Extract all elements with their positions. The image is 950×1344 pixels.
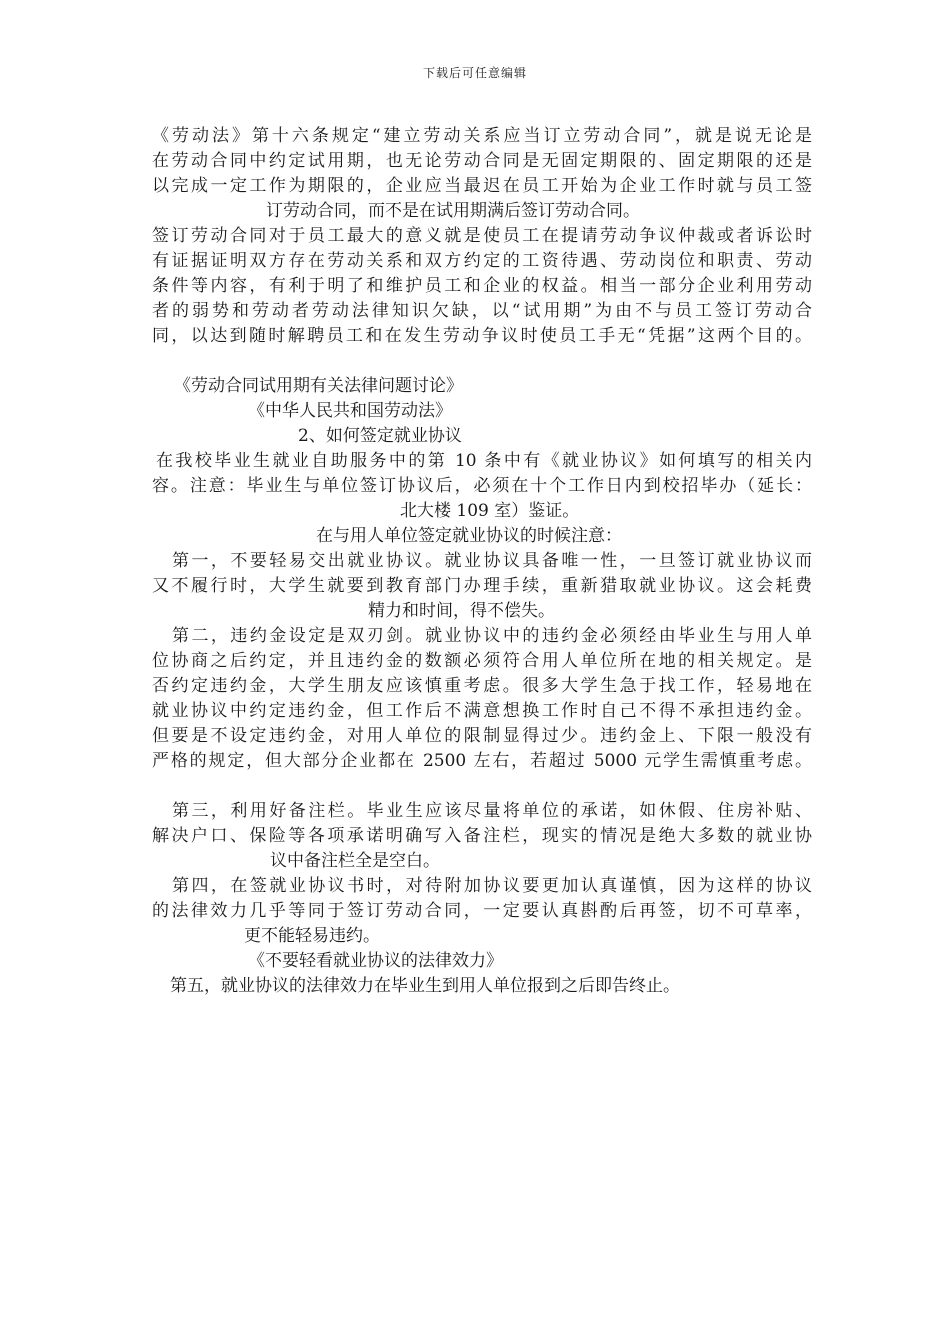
document-body: [152, 124, 812, 999]
text-line: 在我校毕业生就业自助服务中的第 10 条中有《就业协议》如何填写的相关内: [156, 451, 812, 471]
text-line: 第二，违约金设定是双刃剑。就业协议中的违约金必须经由毕业生与用人单: [172, 626, 812, 646]
text-line: 签订劳动合同对于员工最大的意义就是使员工在提请劳动争议仲裁或者诉讼时: [152, 226, 812, 246]
text-line: 《劳动法》第十六条规定“建立劳动关系应当订立劳动合同”，就是说无论是: [152, 126, 812, 146]
text-line: 条件等内容，有利于明了和维护员工和企业的权益。相当一部分企业利用劳动: [152, 276, 812, 296]
text-line: 《中华人民共和国劳动法》: [248, 401, 452, 421]
text-line: 2、如何签定就业协议: [298, 426, 462, 446]
text-line: 第三，利用好备注栏。毕业生应该尽量将单位的承诺，如休假、住房补贴、: [172, 801, 812, 821]
text-line: 同，以达到随时解聘员工和在发生劳动争议时使员工手无“凭据”这两个目的。: [152, 326, 812, 346]
text-line: 在与用人单位签定就业协议的时候注意：: [316, 526, 622, 546]
text-line: 精力和时间，得不偿失。: [368, 601, 555, 621]
text-line: 议中备注栏全是空白。: [270, 851, 440, 871]
text-line: 解决户口、保险等各项承诺明确写入备注栏，现实的情况是绝大多数的就业协: [152, 826, 812, 846]
text-line: 又不履行时，大学生就要到教育部门办理手续，重新猎取就业协议。这会耗费: [152, 576, 812, 596]
text-line: 第四，在签就业协议书时，对待附加协议要更加认真谨慎，因为这样的协议: [172, 876, 812, 896]
page-header: 下载后可任意编辑: [422, 66, 527, 80]
text-line: 北大楼 109 室）鉴证。: [400, 501, 580, 521]
text-line: 第一，不要轻易交出就业协议。就业协议具备唯一性，一旦签订就业协议而: [172, 551, 812, 571]
text-line: 就业协议中约定违约金，但工作后不满意想换工作时自己不得不承担违约金。: [152, 701, 812, 721]
text-line: 的法律效力几乎等同于签订劳动合同，一定要认真斟酌后再签，切不可草率，: [152, 901, 812, 921]
text-line: 在劳动合同中约定试用期，也无论劳动合同是无固定期限的、固定期限的还是: [152, 151, 812, 171]
text-line: 有证据证明双方存在劳动关系和双方约定的工资待遇、劳动岗位和职责、劳动: [152, 251, 812, 271]
text-line: 否约定违约金，大学生朋友应该慎重考虑。很多大学生急于找工作，轻易地在: [152, 676, 812, 696]
text-line: 者的弱势和劳动者劳动法律知识欠缺，以“试用期”为由不与员工签订劳动合: [152, 301, 812, 321]
text-line: 严格的规定，但大部分企业都在 2500 左右，若超过 5000 元学生需慎重考虑。: [152, 751, 812, 771]
text-line: 第五，就业协议的法律效力在毕业生到用人单位报到之后即告终止。: [170, 976, 680, 996]
text-line: 《劳动合同试用期有关法律问题讨论》: [174, 376, 463, 396]
text-line: 《不要轻看就业协议的法律效力》: [248, 951, 503, 971]
text-line: 但要是不设定违约金，对用人单位的限制显得过少。违约金上、下限一般没有: [152, 726, 812, 746]
blank-line: [152, 774, 812, 799]
text-line: 以完成一定工作为期限的，企业应当最迟在员工开始为企业工作时就与员工签: [152, 176, 812, 196]
text-line: 订劳动合同，而不是在试用期满后签订劳动合同。: [266, 201, 640, 221]
text-line: 容。注意：毕业生与单位签订协议后，必须在十个工作日内到校招毕办（延长：: [152, 476, 812, 496]
text-line: 位协商之后约定，并且违约金的数额必须符合用人单位所在地的相关规定。是: [152, 651, 812, 671]
blank-line: [152, 349, 812, 374]
text-line: 更不能轻易违约。: [244, 926, 380, 946]
